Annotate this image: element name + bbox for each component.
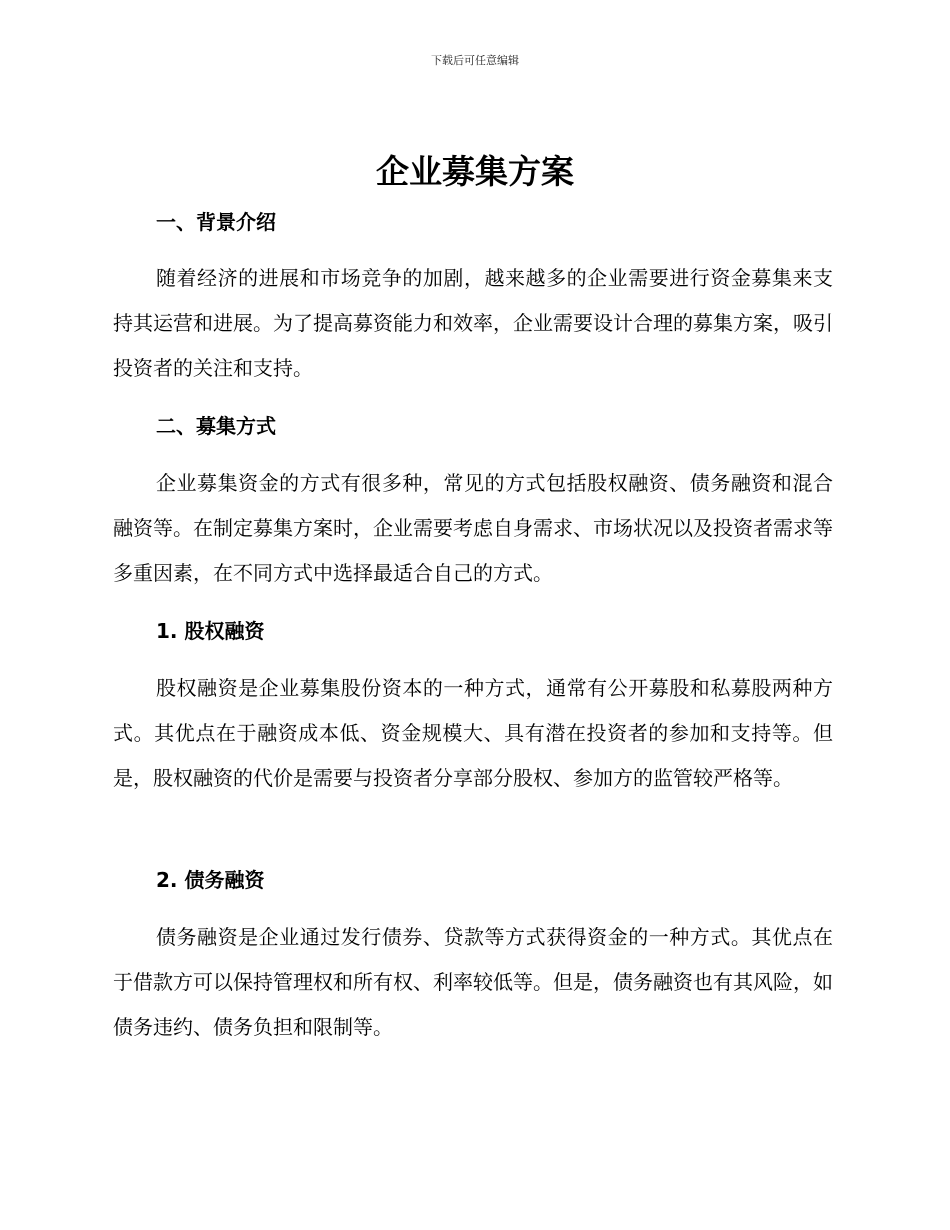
document-title: 企业募集方案 — [376, 152, 574, 191]
paragraph-equity-financing: 股权融资是企业募集股份资本的一种方式，通常有公开募股和私募股两种方式。其优点在于融资成本低、资金规模大、具有潜在投资者的参加和支持等。但是，股权融资的代价是需要与投资者分享部分股权、参加方的监管较严格等。 — [113, 676, 833, 790]
paragraph-background: 随着经济的进展和市场竞争的加剧，越来越多的企业需要进行资金募集来支持其运营和进展。为了提高募资能力和效率，企业需要设计合理的募集方案，吸引投资者的关注和支持。 — [113, 266, 833, 380]
paragraph-methods: 企业募集资金的方式有很多种，常见的方式包括股权融资、债务融资和混合融资等。在制定募集方案时，企业需要考虑自身需求、市场状况以及投资者需求等多重因素，在不同方式中选择最适合自己的方式。 — [113, 471, 833, 585]
section-heading-equity-financing: 1. 股权融资 — [156, 619, 265, 643]
page-header-note: 下载后可任意编辑 — [431, 54, 519, 67]
section-heading-debt-financing: 2. 债务融资 — [156, 868, 265, 892]
section-heading-background: 一、背景介绍 — [156, 210, 276, 234]
section-heading-methods: 二、募集方式 — [156, 414, 276, 438]
paragraph-debt-financing: 债务融资是企业通过发行债券、贷款等方式获得资金的一种方式。其优点在于借款方可以保持管理权和所有权、利率较低等。但是，债务融资也有其风险，如债务违约、债务负担和限制等。 — [113, 925, 833, 1039]
